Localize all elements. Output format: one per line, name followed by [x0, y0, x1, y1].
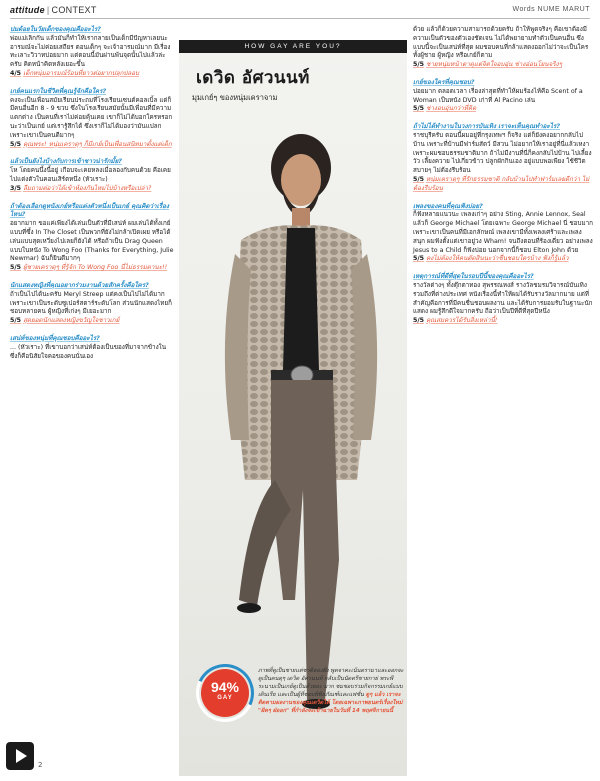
play-video-button[interactable] [6, 742, 34, 770]
qa-block [413, 79, 593, 114]
play-icon [6, 742, 34, 770]
qa-answer: อยากมาก ขอแค่เพียงได้เล่นเป็นตัวที่มีเสน่ห์ ผมเล่นได้ทั้งเกย์แบบที่ซึ้ง In The Closet เป็นพวกที่ยังไม่กล้าเปิดเผย หรือได้เล่นแบบสุดเหวี่ยงไปเลยก็ยังได้ หรือถ้าเป็น Drag Queen แบบในหนัง To Wong Foo (Thanks for Everything, Julie Newmar) ฉันก็ยินดีมากๆ [10, 220, 174, 263]
feature-tagline: HOW GAY ARE YOU? [179, 40, 407, 53]
right-column [413, 26, 593, 335]
left-column [10, 26, 174, 370]
qa-answer: คงจะเป็นเพื่อนสมัยเรียนประถมที่โรงเรียนเซนต์คอลเบิ้ล แต่ก็มีคนอื่นอีก 8 - 9 ขวบ ซึ่งในโรงเรียนสมัยนั้นมีเพื่อนที่มีความแตกต่าง เป็นคนที่เราไม่ค่อยคุ้นเคย เขาก็ไม่ได้บอกใครหรอกนะว่าเป็นเกย์ แต่เรารู้สึกได้ ซึ่งเราก็ไม่ได้มองว่ามันแปลก เพราะเขาเป็นคนดีมากๆ [10, 96, 173, 139]
qa-rating [10, 185, 174, 194]
qa-rating [413, 317, 593, 326]
qa-question: เหตุการณ์ที่ดีที่สุดในรอบปีนี้ของคุณคืออะไร? [413, 273, 534, 281]
qa-comment: คุณพระ! หนุ่มเคราดุๆ ก็มีเกย์เป็นเพื่อนสนิทมาตั้งแต่เด็ก [23, 140, 172, 148]
gay-percent: 94% [210, 679, 240, 695]
qa-rating [413, 176, 593, 194]
gay-percent-badge [201, 669, 249, 717]
qa-block [10, 158, 174, 193]
qa-block [413, 123, 593, 193]
qa-rating [413, 255, 593, 264]
qa-question: เพลงของคนที่คุณฟังบ่อย? [413, 202, 483, 210]
qa-answer: ถ้าเป็นไปได้นะครับ Meryl Streep แต่คงเป็นไปไม่ได้มาก เพราะเขาเป็นระดับซูเปอร์สตาร์ระดับโลก ส่วนนักแสดงไทยก็ชอบหลายคน ผู้หญิงที่เก่งๆ มีเยอะมาก [10, 290, 172, 316]
qa-answer: ราชบุรีครับ ตอนนี้ผมอยู่ที่กรุงเทพฯ ก็จริง แต่ก็ยังคงอยากกลับไปบ้าน เพราะที่บ้านมีฟาร์มสัตว์ มีสวน ไม่อยากให้เราอยู่ที่นี่แล้วเหงา เพราะผมชอบธรรมชาติมาก ถ้าไม่มีงานที่นี่ก็คงกลับไปบ้าน ไปเลี้ยงวัว เลี้ยงควาย ไปเกี่ยวข้าว ปลูกผักกินเอง อยู่แบบพอเพียง ใช้ชีวิตสบายๆ ไม่ต้องรีบร้อน [413, 131, 592, 175]
qa-comment: หนุ่มเคราดุๆ ที่รักธรรมชาติ กลับบ้านไปทำฟาร์มเลยดีกว่า ไม่ต้องรีบร้อน [413, 175, 590, 192]
qa-answer: ... (หัวเราะ) ที่เขาบอกว่าเสน่ห์ต้องเป็นของที่มาจากข้างใน ซึ่งก็คือนิสัยใจคอของคนนั่นเอง [10, 343, 167, 360]
qa-question: เสน่ห์ของหนุ่มที่คุณชอบคืออะไร? [10, 334, 100, 342]
qa-block [413, 273, 593, 326]
interviewee-name: เดวิด อัศวนนท์ [196, 68, 310, 88]
qa-block [10, 203, 174, 273]
qa-score: 5/5 [10, 317, 22, 325]
qa-answer: ด้วย แล้วก็ด้วยความสามารถด้วยครับ ถ้าให้พูดจริงๆ คือเขาต้องมีความเป็นตัวของตัวเองชัดเจน ไม่ได้พยายามทำตัวเป็นคนอื่น ซึ่งแบบนี้จะเป็นเสน่ห์ที่สุด ผมชอบคนที่กล้าแสดงออกไม่ว่าจะเป็นใคร ทั้งผู้ชาย ผู้หญิง หรือเกย์ก็ตาม [413, 26, 589, 60]
qa-answer: ก็ฟังหลายแนวนะ เพลงเก่าๆ อย่าง Sting, Annie Lennox, Seal แล้วก็ George Michael โดยเฉพาะ George Michael นี่ ชอบมาก เพราะเขาเป็นคนที่มีเอกลักษณ์ เพลงเขามีทั้งเพลงเศร้าและเพลงสนุก ผมฟังตั้งแต่เขาอยู่วง Wham! จนถึงตอนที่ร้องเดี่ยว อย่างเพลง Jesus to a Child ก็ฟังบ่อย นอกจากนี้ก็ชอบ Elton John ด้วย [413, 211, 593, 254]
qa-comment: คุณสมควรได้รับสิ่งเหล่านี้! [426, 317, 498, 325]
qa-question: ปมด้อยในวัยเด็กของคุณคืออะไร? [10, 26, 101, 33]
qa-comment: คงไม่ต้องให้คนตัดสินนะว่าชื่นชอบใครบ้าง ฟังก็รู้แล้ว [426, 255, 569, 263]
qa-block [10, 282, 174, 326]
qa-block [10, 335, 174, 361]
qa-score: 5/5 [413, 61, 425, 69]
qa-comment: เด็กหนุ่มอารมณ์ร้อนที่ยาวต่อยากปลุกปลอบ [23, 69, 140, 77]
magazine-brand: attitude [10, 5, 45, 15]
section-name: CONTEXT [51, 5, 97, 15]
gay-label: GAY [217, 695, 233, 701]
header-rule [10, 18, 590, 19]
qa-score: 5/5 [10, 140, 22, 148]
qa-answer: บ่อยมาก ตลอดเวลา เรื่องล่าสุดที่ทำให้ผมร้องไห้คือ Scent of a Woman เป็นหนัง DVD เก่าที่ Al Pacino เล่น [413, 87, 583, 104]
qa-block [413, 26, 593, 70]
qa-rating [10, 141, 174, 150]
caption-highlight: ดูๆ แล้ว เราจะติดตามผลงานของคุณเดวิดได้ โดยเฉพาะภาพยนตร์เรื่องใหม่ "ฝัดๆ ฝ่ออก" ที่กำลังจะเข้าฉายในวันที่ 14 พฤศจิกายนนี้ [258, 692, 403, 714]
qa-comment: สุดยอดนักแสดงหญิงขวัญใจชาวเกย์ [23, 317, 120, 325]
qa-score: 5/5 [10, 264, 22, 272]
qa-question: ถ้าต้องเลือกดูหนังเกย์หรือแต่งตัวหนึ่งเป็นเกย์ คุณคิดว่าเรื่องไหน? [10, 202, 169, 219]
qa-rating [413, 61, 593, 70]
page-number: 2 [38, 761, 43, 769]
qa-score: 5/5 [413, 175, 425, 183]
header-separator: | [46, 5, 50, 15]
photo-caption [258, 667, 404, 715]
qa-score: 5/5 [413, 317, 425, 325]
qa-rating [413, 105, 593, 114]
qa-score: 4/5 [10, 69, 22, 77]
qa-question: แล้วเป็นยังไงบ้างกับการเข้าชาวน่ารักมั้ย? [10, 158, 122, 166]
qa-answer: โห โดยคนนึ้งนี้อยู่ เกือบจะเคยหลงเมื่อลองกับคนด้วย คือเคยไปแต่งตัวในคอนเสิร์ตหนึ่ง (หัวเราะ) [10, 167, 171, 183]
qa-answer: พ่อแม่เลิกกัน แล้วมันก็ทำให้เรากลายเป็นเด็กมีปัญหาเลยนะ อารมณ์จะไม่ค่อยเสถียร ตอนเด็กๆ จะเจ้าอารมณ์มาก มีเรื่องทะเลาะวิวาทบ่อยมาก แต่ตอนนี้มันผ่านพ้นจุดนั้นไปแล้วล่ะครับ คิดหน้าคิดหลังเยอะขึ้น [10, 34, 171, 69]
qa-block [10, 26, 174, 79]
qa-question: เกย์คนแรกในชีวิตที่คุณรู้จักคือใคร? [10, 87, 107, 95]
qa-question: เกย์ของใครที่คุณชอบ? [413, 78, 475, 86]
qa-rating [10, 264, 174, 273]
qa-rating [10, 317, 174, 326]
byline: Words NUME MARUT [512, 6, 590, 13]
qa-block [10, 88, 174, 150]
qa-answer: รางวัลต่างๆ ทั้งตุ๊กตาทอง สุพรรณหงส์ รางวัลชมรมวิจารณ์บันเทิง รวมถึงที่ต่างประเทศ หนังเรื่องนี้ทำให้ผมได้รับรางวัลมากมาย แต่ที่สำคัญคือการที่มีคนชื่นชอบผลงาน และได้รับการยอมรับในฐานะนักแสดง ผมรู้สึกดีใจมากครับ ถือว่าเป็นปีที่ดีที่สุดปีหนึ่ง [413, 281, 593, 316]
qa-comment: ช่างอบอุ่นกว่าที่คิด [426, 105, 477, 113]
qa-question: ถ้าไม่ได้ทำงานในวงการบันเทิง เราจะเห็นคุณทำอะไร? [413, 123, 560, 131]
qa-block [413, 203, 593, 265]
caption-text: ภาพที่ดูเป็นชายแต่ชาติสองฝั่ง พูดจาคะเน้นดรามาและออกจะดูเป็นคนดุๆ เดวิด อัศวนนท์ กลับเป็นนัดดรีชายกาย่ พระพีระนามเป็นเกย์ดูเป็นด้วยอะ มาก ชมชอบร่วมกิจกรรมเกย์แบบเดินเรีย และเป็นผู้ที่ชอบพิพิธภัณฑ์และแฟชั่น [258, 668, 404, 698]
qa-score: 5/5 [413, 105, 425, 113]
feature-subtitle: มุมเกย์ๆ ของหนุ่มเคราจาม [192, 93, 278, 102]
qa-score: 3/5 [10, 184, 22, 192]
magazine-header [10, 5, 97, 15]
qa-rating [10, 70, 174, 79]
qa-comment: ลืมถามต่อว่าได้เข้าห้องกันไหมไปบ้างหรือเปล่า? [23, 184, 152, 192]
qa-question: นักแสดงหญิงที่คุณอยากร่วมงานด้วยสักครั้งคือใคร? [10, 281, 149, 289]
qa-comment: ชายหนุ่มหน้าตาดุแต่จิตใจอบอุ่น ช่างอ่อนโยนจริงๆ [426, 61, 563, 69]
qa-comment: ผู้ชายเคราดุๆ ที่รู้จัก To Wong Foo นี่ไม่ธรรมดานะ!! [23, 264, 168, 272]
qa-score: 5/5 [413, 255, 425, 263]
